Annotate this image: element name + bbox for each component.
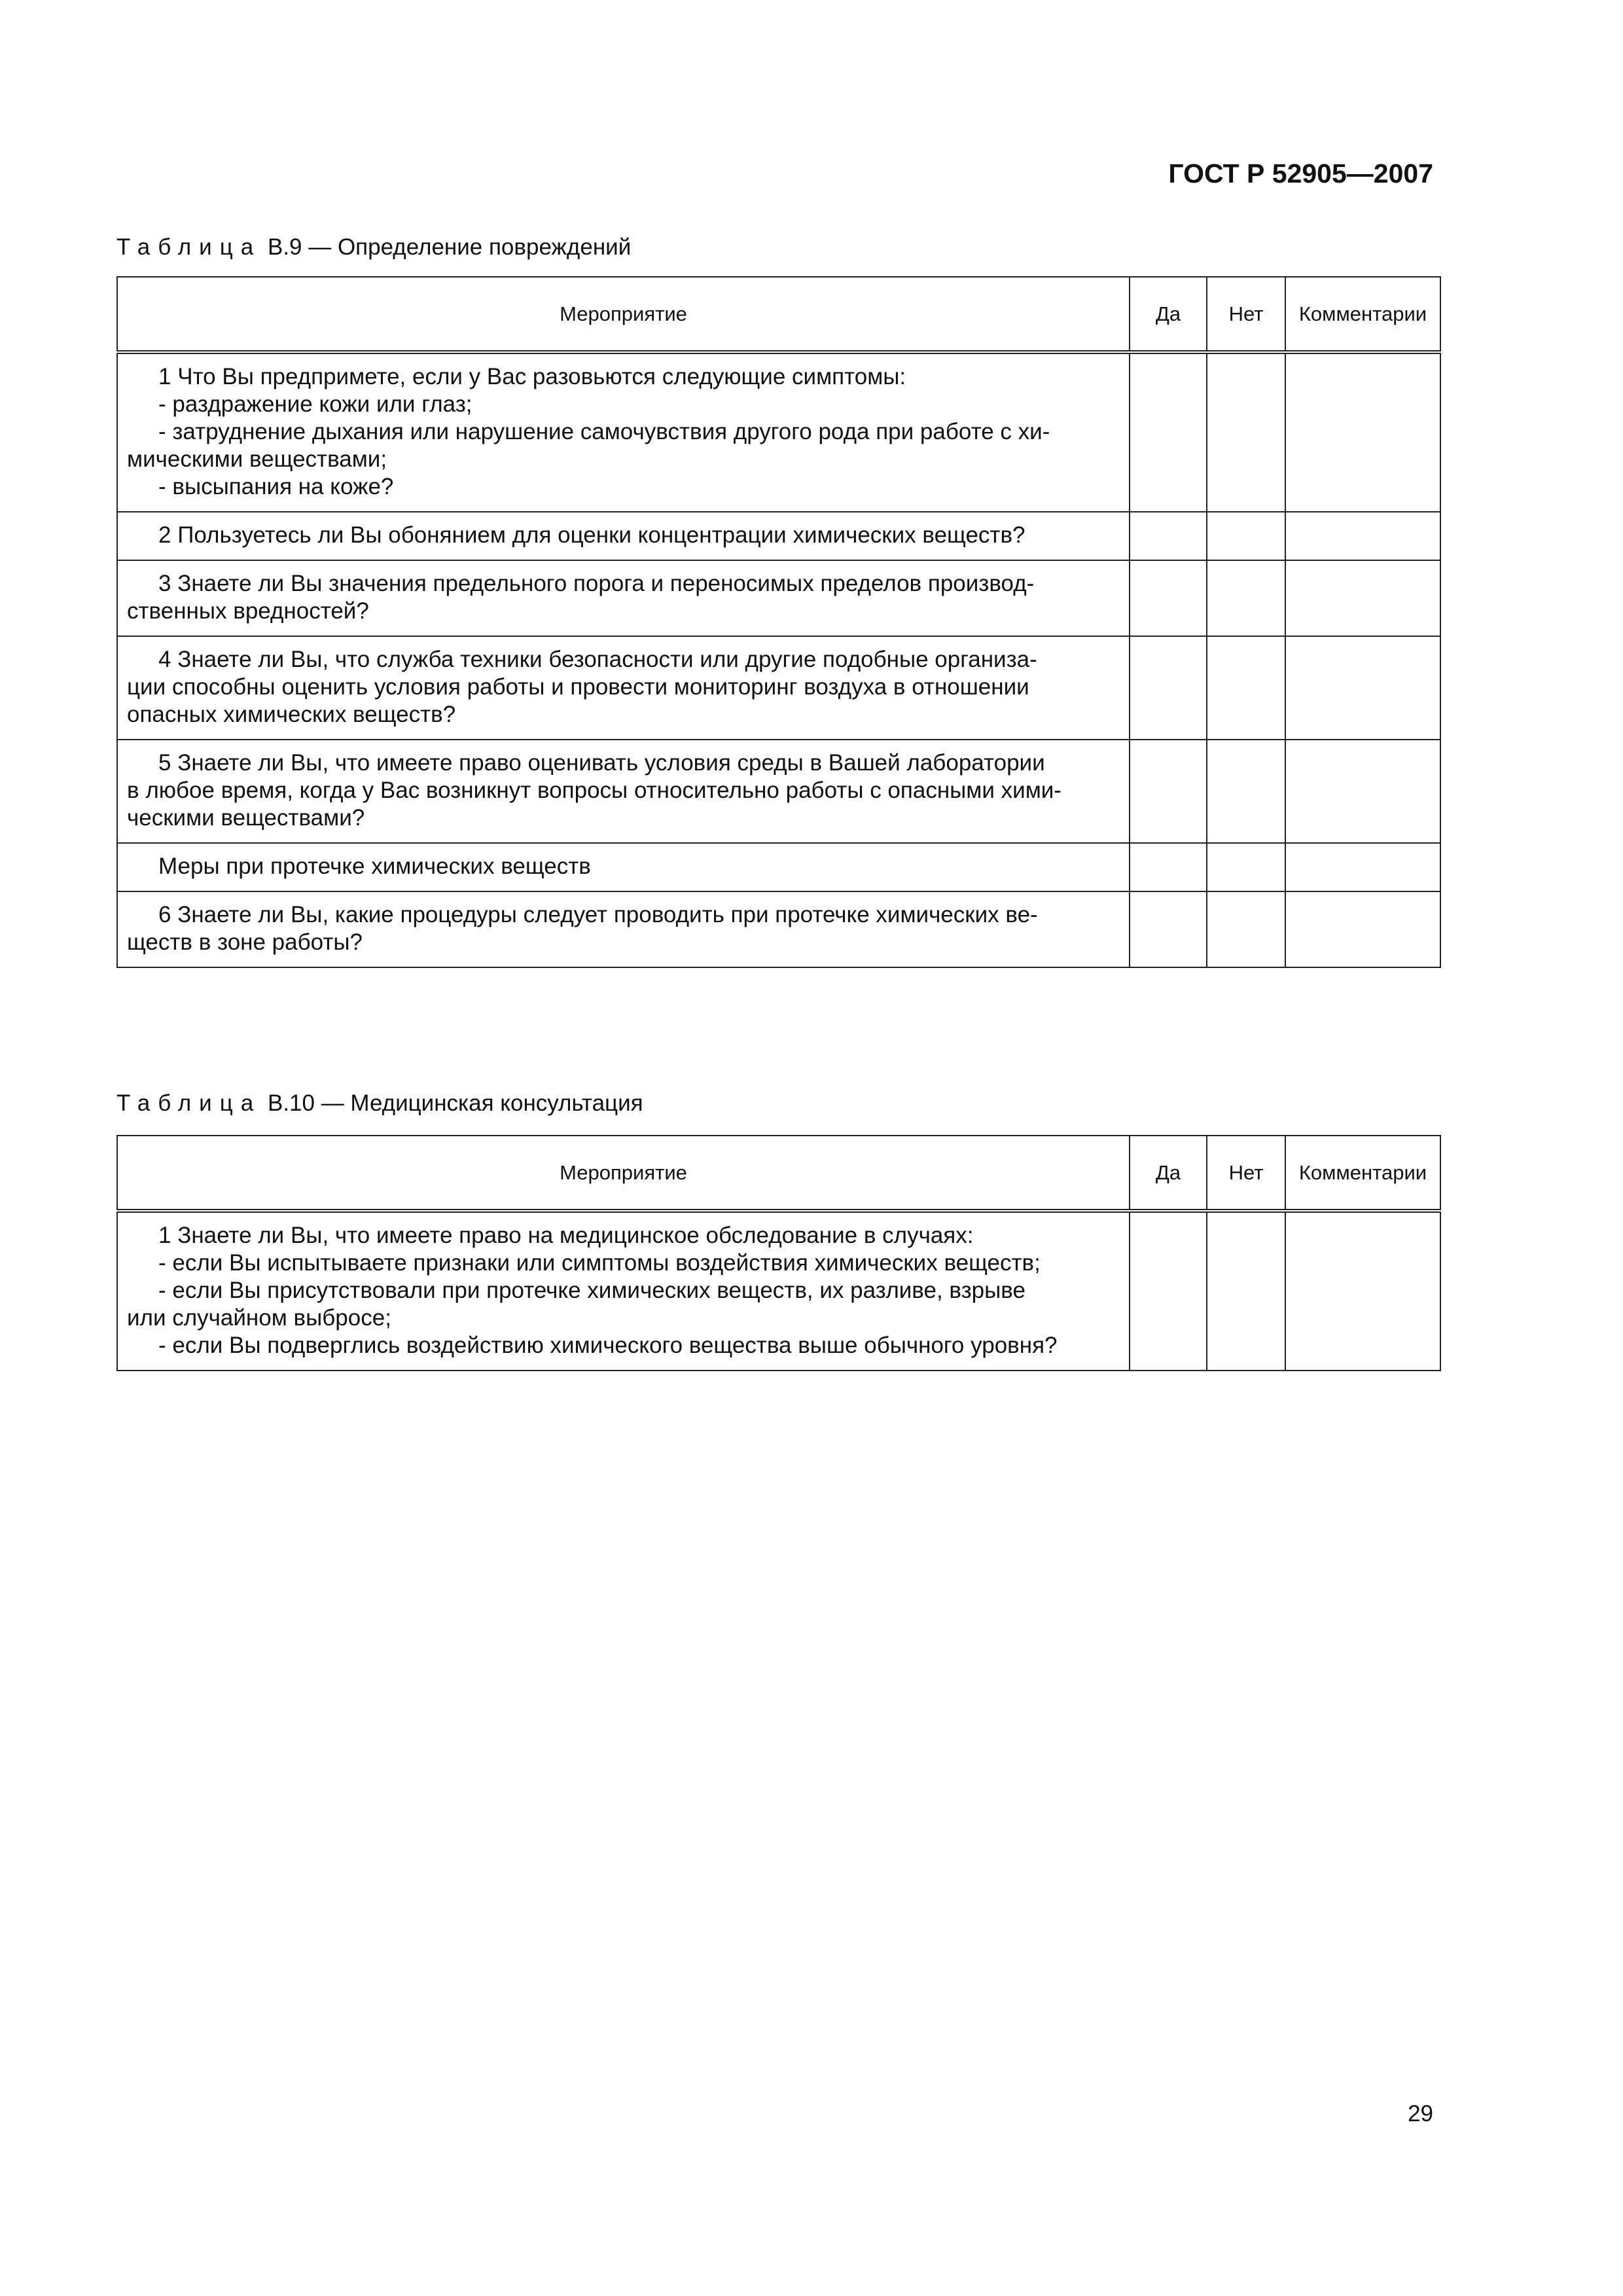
yes-cell[interactable] xyxy=(1130,740,1207,843)
table-9-header-row xyxy=(117,277,1440,352)
column-header-no: Нет xyxy=(1207,1136,1285,1211)
row-text-line: - затруднение дыхания или нарушение самочувствия другого рода при работе с хи- xyxy=(158,419,1050,444)
no-cell[interactable] xyxy=(1207,891,1285,967)
row-text-line: 5 Знаете ли Вы, что имеете право оценивать условия среды в Вашей лаборатории xyxy=(158,750,1045,776)
document-id: ГОСТ Р 52905—2007 xyxy=(1168,158,1433,188)
row-text-cell xyxy=(117,891,1130,967)
table-9-caption xyxy=(116,234,631,260)
table-row xyxy=(117,512,1440,560)
yes-cell[interactable] xyxy=(1130,352,1207,512)
table-row xyxy=(117,1211,1440,1371)
table-10-caption xyxy=(116,1090,643,1117)
row-text-line: ции способны оценить условия работы и провести мониторинг воздуха в отношении xyxy=(127,674,1029,700)
table-9 xyxy=(116,276,1441,968)
table-row xyxy=(117,636,1440,740)
table-10-caption-title: В.10 — Медицинская консультация xyxy=(267,1090,643,1116)
comments-cell[interactable] xyxy=(1285,1211,1440,1371)
yes-cell[interactable] xyxy=(1130,636,1207,740)
row-text-line: 3 Знаете ли Вы значения предельного порога и переносимых пределов производ- xyxy=(158,571,1035,596)
no-cell[interactable] xyxy=(1207,352,1285,512)
row-text-line: - если Вы испытываете признаки или симптомы воздействия химических веществ; xyxy=(158,1250,1041,1276)
row-text-cell xyxy=(117,740,1130,843)
no-cell[interactable] xyxy=(1207,843,1285,891)
table-9-caption-word: Таблица xyxy=(116,234,262,260)
table-row xyxy=(117,891,1440,967)
no-cell[interactable] xyxy=(1207,1211,1285,1371)
row-text-line: 1 Знаете ли Вы, что имеете право на медицинское обследование в случаях: xyxy=(158,1223,974,1248)
row-text-line: или случайном выбросе; xyxy=(127,1305,391,1331)
row-text-line: 1 Что Вы предпримете, если у Вас разовьются следующие симптомы: xyxy=(158,364,906,389)
row-text-line: мическими веществами; xyxy=(127,446,387,472)
comments-cell[interactable] xyxy=(1285,740,1440,843)
row-text-line: опасных химических веществ? xyxy=(127,702,456,727)
row-text-cell xyxy=(117,512,1130,560)
row-text-line: - если Вы присутствовали при протечке химических веществ, их разливе, взрыве xyxy=(158,1278,1026,1303)
row-text-line: - раздражение кожи или глаз; xyxy=(158,391,473,417)
row-text-line: - высыпания на коже? xyxy=(158,474,394,499)
table-9-caption-title: В.9 — Определение повреждений xyxy=(267,234,632,260)
section-title-cell xyxy=(117,843,1130,891)
column-header-comments: Комментарии xyxy=(1285,277,1440,352)
row-text-cell xyxy=(117,560,1130,636)
table-10-caption-word: Таблица xyxy=(116,1090,262,1116)
comments-cell[interactable] xyxy=(1285,512,1440,560)
row-text-line: 4 Знаете ли Вы, что служба техники безопасности или другие подобные организа- xyxy=(158,647,1037,672)
comments-cell[interactable] xyxy=(1285,636,1440,740)
row-text-line: ственных вредностей? xyxy=(127,598,369,624)
yes-cell[interactable] xyxy=(1130,560,1207,636)
yes-cell[interactable] xyxy=(1130,1211,1207,1371)
no-cell[interactable] xyxy=(1207,560,1285,636)
column-header-no: Нет xyxy=(1207,277,1285,352)
row-text-line: ществ в зоне работы? xyxy=(127,929,363,955)
comments-cell[interactable] xyxy=(1285,891,1440,967)
row-text-cell xyxy=(117,1211,1130,1371)
row-text-line: 6 Знаете ли Вы, какие процедуры следует проводить при протечке химических ве- xyxy=(158,902,1038,927)
row-text-line: в любое время, когда у Вас возникнут вопросы относительно работы с опасными хими- xyxy=(127,778,1061,803)
table-row xyxy=(117,560,1440,636)
column-header-measure: Мероприятие xyxy=(117,1136,1130,1211)
yes-cell[interactable] xyxy=(1130,843,1207,891)
row-text-line: ческими веществами? xyxy=(127,805,365,831)
table-10 xyxy=(116,1135,1441,1371)
row-text-line: - если Вы подверглись воздействию химического вещества выше обычного уровня? xyxy=(158,1333,1058,1358)
comments-cell[interactable] xyxy=(1285,560,1440,636)
yes-cell[interactable] xyxy=(1130,891,1207,967)
row-text-line: 2 Пользуетесь ли Вы обонянием для оценки концентрации химических веществ? xyxy=(158,522,1026,548)
table-row xyxy=(117,352,1440,512)
row-text-cell xyxy=(117,352,1130,512)
no-cell[interactable] xyxy=(1207,512,1285,560)
row-text-cell xyxy=(117,636,1130,740)
comments-cell[interactable] xyxy=(1285,352,1440,512)
column-header-yes: Да xyxy=(1130,277,1207,352)
no-cell[interactable] xyxy=(1207,636,1285,740)
column-header-measure: Мероприятие xyxy=(117,277,1130,352)
table-section-row xyxy=(117,843,1440,891)
no-cell[interactable] xyxy=(1207,740,1285,843)
yes-cell[interactable] xyxy=(1130,512,1207,560)
comments-cell[interactable] xyxy=(1285,843,1440,891)
page-number: 29 xyxy=(1408,2101,1433,2126)
section-title: Меры при протечке химических веществ xyxy=(158,853,591,879)
table-10-header-row xyxy=(117,1136,1440,1211)
column-header-comments: Комментарии xyxy=(1285,1136,1440,1211)
table-row xyxy=(117,740,1440,843)
column-header-yes: Да xyxy=(1130,1136,1207,1211)
